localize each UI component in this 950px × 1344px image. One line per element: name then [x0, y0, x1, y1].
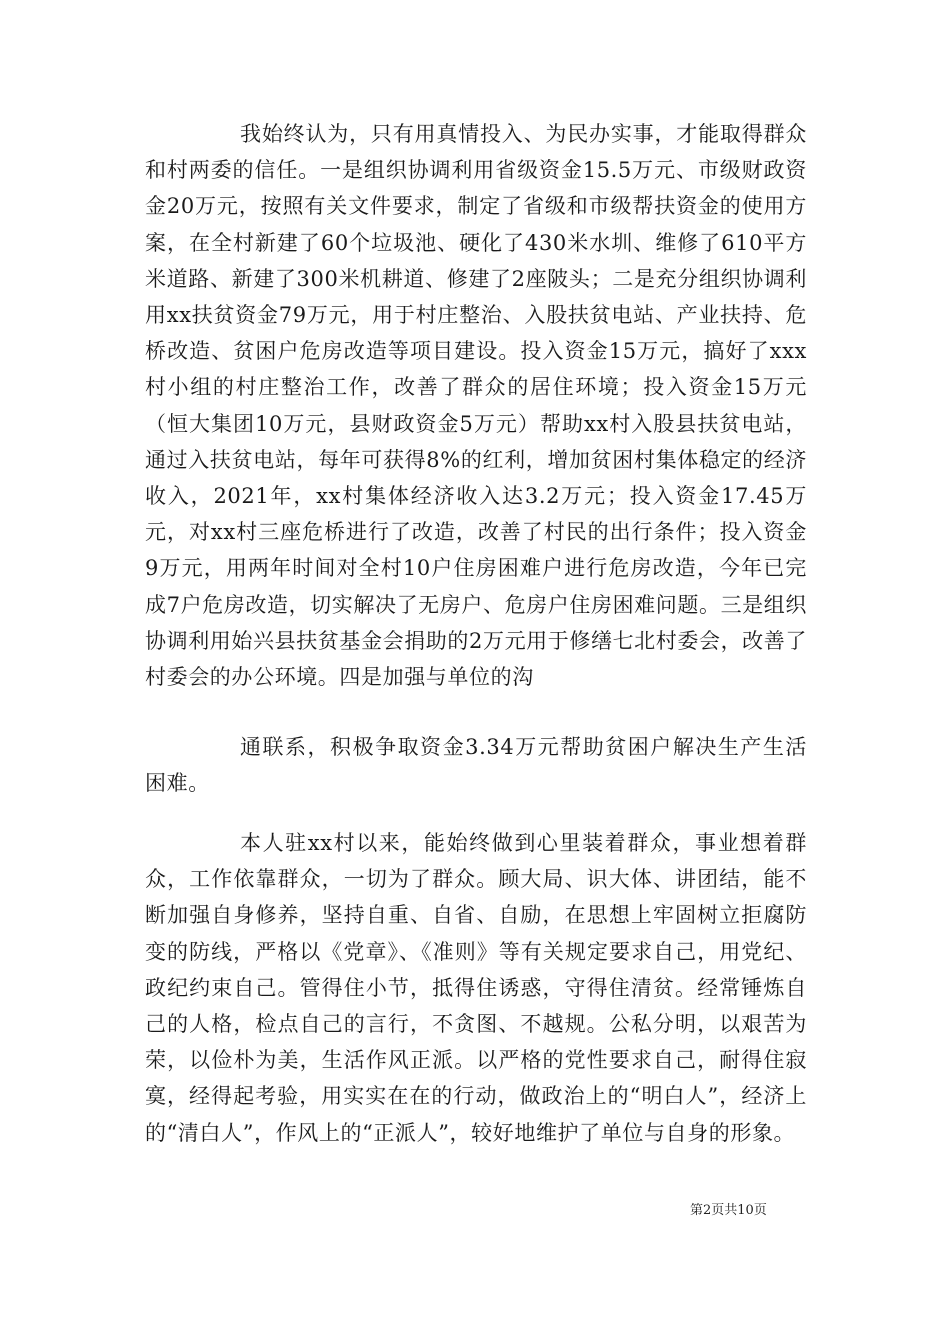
paragraph-communication: 通联系，积极争取资金3.34万元帮助贫困户解决生产生活困难。 — [145, 735, 807, 796]
page-number: 第2页共10页 — [690, 1203, 767, 1218]
paragraph-conduct: 本人驻xx村以来，能始终做到心里装着群众，事业想着群众，工作依靠群众，一切为了群众。顾大局、识大体、讲团结，能不断加强自身修养，坚持自重、自省、自励，在思想上牢固树立拒腐防变的防线，严格以《党章》、《准则》等有关规定要求自己，用党纪、政纪约束自己。管得住小节，抵得住诱惑，守得住清贫。经常锤炼自己的人格，检点自己的言行，不贪图、不越规。公私分明，以艰苦为荣，以俭朴为美，生活作风正派。以严格的党性要求自己，耐得住寂寞，经得起考验，用实实在在的行动，做政治上的“明白人”，经济上的“清白人”，作风上的“正派人”，较好地维护了单位与自身的形象。 — [145, 831, 807, 1145]
paragraph-funding: 我始终认为，只有用真情投入、为民办实事，才能取得群众和村两委的信任。一是组织协调利用省级资金15.5万元、市级财政资金20万元，按照有关文件要求，制定了省级和市级帮扶资金的使用方案，在全村新建了60个垃圾池、硬化了430米水圳、维修了610平方米道路、新建了300米机耕道、修建了2座陂头；二是充分组织协调利用xx扶贫资金79万元，用于村庄整治、入股扶贫电站、产业扶持、危桥改造、贫困户危房改造等项目建设。投入资金15万元，搞好了xxx村小组的村庄整治工作，改善了群众的居住环境；投入资金15万元（恒大集团10万元，县财政资金5万元）帮助xx村入股县扶贫电站，通过入扶贫电站，每年可获得8%的红利，增加贫困村集体稳定的经济收入，2021年，xx村集体经济收入达3.2万元；投入资金17.45万元，对xx村三座危桥进行了改造，改善了村民的出行条件；投入资金9万元，用两年时间对全村10户住房困难户进行危房改造，今年已完成7户危房改造，切实解决了无房户、危房户住房困难问题。三是组织协调利用始兴县扶贫基金会捐助的2万元用于修缮七北村委会，改善了村委会的办公环境。四是加强与单位的沟 — [145, 122, 807, 690]
